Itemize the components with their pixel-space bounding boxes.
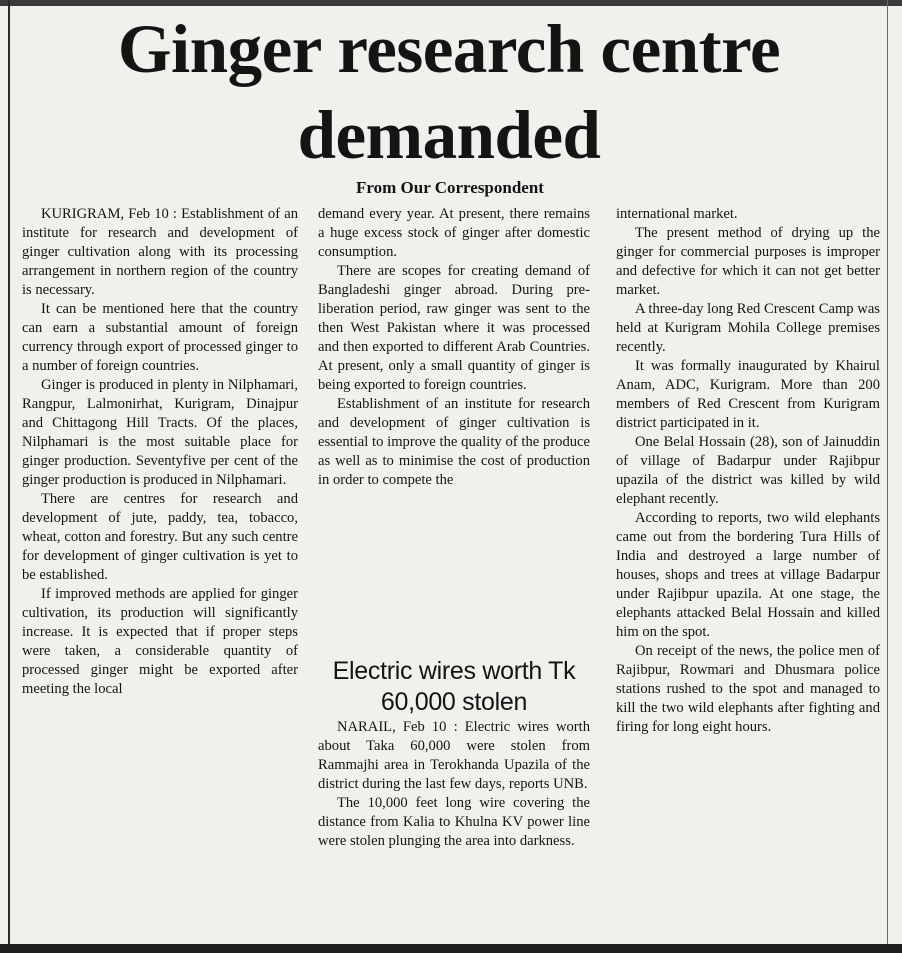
paragraph: NARAIL, Feb 10 : Electric wires worth about Taka 60,000 were stolen from Rammajhi area in Terokhanda Upazila of the district during the last few days, reports UNB. — [318, 719, 590, 792]
paragraph: There are centres for research and development of jute, paddy, tea, tobacco, wheat, cotton and forestry. But any such centre for development of ginger cultivation is yet to be established. — [22, 491, 298, 583]
paragraph: international market. — [616, 206, 738, 222]
paragraph: Ginger is produced in plenty in Nilphamari, Rangpur, Lalmonirhat, Kurigram, Dinajpur and Chittagong Hill Tracts. Of the places, Nilphamari is the most suitable place for ginger production. Seventyfive per cent of the ginger production is produced in Nilphamari. — [22, 377, 298, 488]
paragraph: The 10,000 feet long wire covering the distance from Kalia to Khulna KV power line were stolen plunging the area into darkness. — [318, 795, 590, 849]
paragraph: On receipt of the news, the police men of Rajibpur, Rowmari and Dhusmara police stations rushed to the spot and managed to kill the two wild elephants after fighting and firing for long eight hours. — [616, 643, 880, 735]
paragraph: demand every year. At present, there remains a huge excess stock of ginger after domestic consumption. — [318, 206, 590, 260]
paragraph: If improved methods are applied for ginger cultivation, its production will significantly increase. It is expected that if proper steps were taken, a considerable quantity of processed ginger might be exported after meeting the local — [22, 586, 298, 697]
paragraph: There are scopes for creating demand of Bangladeshi ginger abroad. During pre-liberation period, raw ginger was sent to the then West Pakistan where it was processed and then exported to different Arab Countries. At present, only a small quantity of ginger is being exported to foreign countries. — [318, 263, 590, 393]
paragraph: One Belal Hossain (28), son of Jainuddin of village of Badarpur under Rajibpur upazila of the district was killed by wild elephant recently. — [616, 434, 880, 507]
paragraph: A three-day long Red Crescent Camp was held at Kurigram Mohila College premises recently. — [616, 301, 880, 355]
paragraph: It was formally inaugurated by Khairul Anam, ADC, Kurigram. More than 200 members of Red Crescent from Kurigram district participated in it. — [616, 358, 880, 431]
left-column-rule — [8, 0, 10, 944]
paragraph: Establishment of an institute for research and development of ginger cultivation is essential to improve the quality of the produce as well as to minimise the cost of production in order to compete the — [318, 396, 590, 488]
paragraph: According to reports, two wild elephants came out from the bordering Tura Hills of India and destroyed a large number of houses, shops and trees at village Badarpur under Rajibpur upazila. At one stage, the elephants attacked Belal Hossain and killed him on the spot. — [616, 510, 880, 640]
paragraph: It can be mentioned here that the country can earn a substantial amount of foreign currency through export of processed ginger to a number of foreign countries. — [22, 301, 298, 374]
article-column-3 — [616, 205, 880, 737]
paragraph: KURIGRAM, Feb 10 : Establishment of an institute for research and development of ginger cultivation along with its processing arrangement in northern region of the country is necessary. — [22, 206, 298, 298]
paragraph: The present method of drying up the ginger for commercial purposes is improper and defective for which it can not get better market. — [616, 225, 880, 298]
bottom-rule — [0, 944, 902, 953]
right-column-rule — [887, 0, 888, 944]
second-article-headline: Electric wires worth Tk 60,000 stolen — [332, 657, 576, 716]
byline: From Our Correspondent — [356, 178, 544, 197]
article-headline: Ginger research centre demanded — [117, 11, 781, 173]
article-column-1 — [22, 205, 298, 699]
second-article-body — [318, 718, 590, 851]
article-column-2 — [318, 205, 590, 490]
